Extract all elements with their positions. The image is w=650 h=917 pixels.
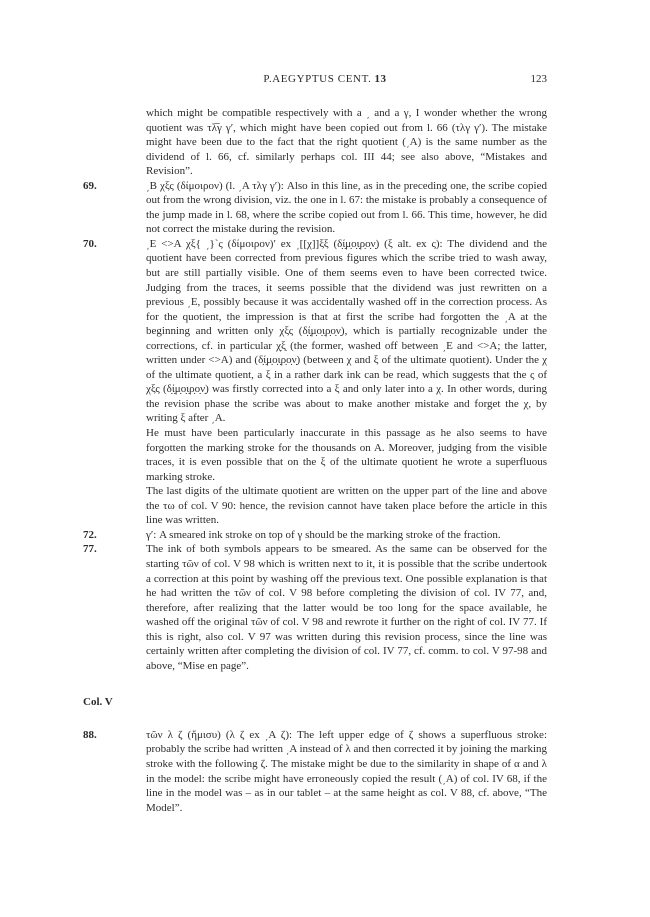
running-title [0,73,650,85]
commentary-entry [83,542,547,673]
commentary-entry [83,528,547,543]
commentary-entry [83,237,547,528]
commentary-paragraph: He must have been particularly inaccurate in this passage as he also seems to have forgotten the marking stroke for the thousands on A. Moreover, judging from the visible traces, it is even possible that on the ξ of the ultimate quotient he wrote a superfluous marking stroke. [146,427,547,483]
commentary-entry [83,728,547,815]
commentary-col-iv [83,106,547,673]
line-number: 69. [83,179,97,192]
commentary-entry [83,106,547,179]
commentary-col-v [83,728,547,815]
line-number: 70. [83,237,97,250]
commentary-paragraph: τῶν λ ζ (ἥμισυ) (λ ζ ex ͵Α ζ): The left upper edge of ζ shows a superfluous stroke: probably the scribe had written ͵Α instead of λ and then corrected it by joining the marking stroke with the following ζ. The mistake might be due to the similarity in shape of α and λ in the model: the scribe might have erroneously copied the result (͵Α) of col. IV 68, if the line in the model was – as in our tablet – at the same height as col. V 88, cf. above, “The Model”. [146,728,547,814]
commentary-paragraph: which might be compatible respectively with a ͵ and a γ, I wonder whether the wrong quotient was τλ̅γ γʹ, which might have been copied out from l. 66 (τλγ γʹ). The mistake might have been due to the fact that the right quotient (͵Α) is the same number as the dividend of l. 66, cf. similarly perhaps col. III 44; see also above, “Mistakes and Revision”. [146,107,547,178]
page-number: 123 [530,73,547,85]
line-number: 88. [83,728,97,741]
commentary-paragraph: γʹ: A smeared ink stroke on top of γ should be the marking stroke of the fraction. [146,528,501,541]
line-number: 77. [83,543,97,556]
running-title-number: 13 [374,73,387,85]
section-title: Col. V [83,696,113,709]
running-title-text: P.AEGYPTUS CENT. [263,73,372,85]
commentary-paragraph: ͵Β χξς (δίμοιρον) (l. ͵Α τλγ γʹ): Also in this line, as in the preceding one, the scribe copied out from the wrong division, viz. the one in l. 67: the mistake is probably a consequence of the jump made in l. 68, where the scribe copied out from l. 66. This time, however, he did not correct the mistake during the revision. [146,179,547,236]
running-header [0,73,650,87]
commentary-paragraph: The last digits of the ultimate quotient are written on the upper part of the line and above the τω of col. V 90: hence, the revision cannot have taken place before the article in this line was written. [146,485,547,527]
line-number: 72. [83,528,97,541]
commentary-paragraph: The ink of both symbols appears to be smeared. As the same can be observed for the starting τῶν of col. V 98 which is written next to it, it is possible that the scribe undertook a correction at this point by washing off the previous text. One possible explanation is that he had written the τῶν of col. V 98 before completing the division of col. IV 77, and, therefore, after realizing that the latter would be too long for the space available, he washed off the original τῶν of col. V 98 and rewrote it further on the right of col. IV 77. If this is right, also col. V 97 was written during this revision process, since the line was certainly written after completing the division of col. IV 77, cf. comm. to col. V 97-98 and above, “Mise en page”. [146,543,547,672]
commentary-entry [83,179,547,237]
commentary-body [83,106,547,815]
commentary-paragraph: ͵Ε <>Α χξ{ ͵}`ς (δίμοιρον)ʹ ex ͵[[χ]]ξξ (δ̣ί̣μ̣ο̣ι̣ρ̣ο̣ν̣) (ξ alt. ex ς): The dividend and the quotient have been corrected from previous figures which the scribe tried to wash away, but are still partially visible. One of them seems even to have been corrected twice. Judging from the traces, it seems possible that the dividend was just rewritten on a previous ͵Ε, possibly because it was accidentally washed off in the correction process. As for the quotient, the impression is that at first the scribe had forgotten the ͵Α at the beginning and written only χξς (δ̣ί̣μ̣ο̣ι̣ρ̣ο̣ν̣), which is partially recognizable under the corrections, cf. in particular χ̣ξ̣ (the former, washed off between ͵Ε and <>Α; the latter, written under <>Α) and (δ̣ί̣μ̣ο̣ι̣ρ̣ο̣ν̣) (between χ and ξ of the ultimate quotient). Under the χ of the ultimate quotient, a ξ in a rather dark ink can be read, which suggests that the ς of χξς (δ̣ί̣μ̣ο̣ι̣ρ̣ο̣ν̣) was firstly corrected into a ξ and only later into a χ. In other words, during the revision phase the scribe was about to make another mistake and forget the χ, by writing ξ after ͵Α. [146,237,547,425]
